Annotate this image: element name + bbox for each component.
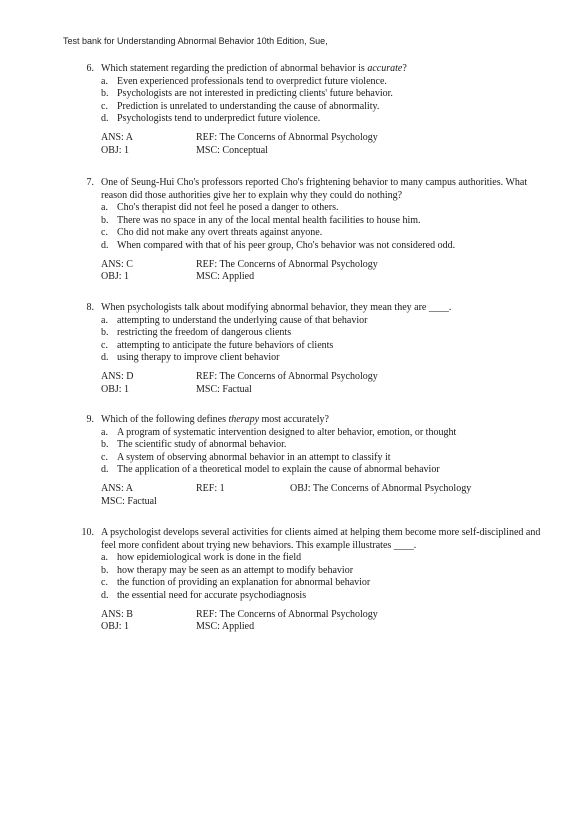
ans-value: ANS: D xyxy=(101,370,134,382)
option-letter: c. xyxy=(101,339,108,351)
answer-row-1 xyxy=(101,371,550,384)
question-stem xyxy=(80,414,550,427)
option-text: Cho's therapist did not feel he posed a danger to others. xyxy=(117,202,339,214)
msc-value: MSC: Conceptual xyxy=(196,144,268,156)
question-7 xyxy=(80,177,550,284)
answer-options xyxy=(80,552,550,602)
page-header-title: Test bank for Understanding Abnormal Behavior 10th Edition, Sue, xyxy=(63,36,328,46)
question-number: 10. xyxy=(81,527,94,538)
question-9 xyxy=(80,414,550,508)
option-text: Psychologists are not interested in predicting clients' future behavior. xyxy=(117,88,393,100)
option-c xyxy=(80,227,550,240)
option-c xyxy=(80,452,550,465)
ans-value: ANS: B xyxy=(101,608,133,620)
option-text: attempting to understand the underlying cause of that behavior xyxy=(117,314,368,326)
msc-value: MSC: Factual xyxy=(101,495,157,507)
option-letter: a. xyxy=(101,552,108,564)
option-a xyxy=(80,202,550,215)
question-stem xyxy=(80,177,550,202)
option-text: A program of systematic intervention designed to alter behavior, emotion, or thought xyxy=(117,426,457,438)
answer-key xyxy=(80,483,550,508)
stem-emphasis: accurate xyxy=(367,63,403,74)
ans-value: ANS: A xyxy=(101,482,133,494)
stem-text-end: ? xyxy=(402,63,407,74)
option-text: Even experienced professionals tend to overpredict future violence. xyxy=(117,75,387,87)
option-letter: b. xyxy=(101,564,109,576)
answer-row-2 xyxy=(101,271,550,284)
option-d xyxy=(80,464,550,477)
option-letter: d. xyxy=(101,352,109,364)
stem-text-end: most accurately? xyxy=(259,414,329,425)
option-text: Psychologists tend to underpredict future violence. xyxy=(117,113,321,125)
answer-key xyxy=(80,259,550,284)
option-d xyxy=(80,113,550,126)
answer-options xyxy=(80,202,550,252)
option-letter: d. xyxy=(101,239,109,251)
answer-row-2 xyxy=(101,621,550,634)
msc-value: MSC: Applied xyxy=(196,621,255,633)
option-letter: c. xyxy=(101,451,108,463)
question-stem xyxy=(80,527,550,552)
option-letter: a. xyxy=(101,202,108,214)
answer-options xyxy=(80,427,550,477)
option-a xyxy=(80,427,550,440)
option-text: Prediction is unrelated to understanding the cause of abnormality. xyxy=(117,100,380,112)
answer-row-2 xyxy=(101,384,550,397)
question-number: 6. xyxy=(86,63,94,74)
option-b xyxy=(80,327,550,340)
stem-emphasis: therapy xyxy=(228,414,260,425)
option-letter: d. xyxy=(101,464,109,476)
answer-row-1 xyxy=(101,609,550,622)
ref-value: REF: The Concerns of Abnormal Psychology xyxy=(196,370,378,382)
option-a xyxy=(80,552,550,565)
option-c xyxy=(80,101,550,114)
question-stem xyxy=(80,63,550,76)
option-letter: b. xyxy=(101,439,109,451)
option-d xyxy=(80,240,550,253)
option-text: The scientific study of abnormal behavior. xyxy=(117,439,287,451)
question-8 xyxy=(80,302,550,396)
obj-value: OBJ: 1 xyxy=(101,621,130,633)
ref-value: REF: The Concerns of Abnormal Psychology xyxy=(196,131,378,143)
option-letter: b. xyxy=(101,214,109,226)
answer-options xyxy=(80,76,550,126)
option-d xyxy=(80,590,550,603)
option-c xyxy=(80,340,550,353)
option-text: When compared with that of his peer group, Cho's behavior was not considered odd. xyxy=(117,239,456,251)
answer-key xyxy=(80,371,550,396)
answer-key xyxy=(80,609,550,634)
question-number: 8. xyxy=(86,302,94,313)
ref-value: REF: 1 xyxy=(196,482,225,494)
option-letter: b. xyxy=(101,88,109,100)
stem-text: A psychologist develops several activities for clients aimed at helping them become more self-disciplined and feel more confident about trying new behaviors. This example illustrates ____. xyxy=(101,527,541,551)
option-text: the function of providing an explanation for abnormal behavior xyxy=(117,577,371,589)
option-text: using therapy to improve client behavior xyxy=(117,352,280,364)
option-letter: c. xyxy=(101,577,108,589)
option-text: Cho did not make any overt threats against anyone. xyxy=(117,227,323,239)
question-10 xyxy=(80,527,550,634)
obj-value: OBJ: 1 xyxy=(101,271,130,283)
option-letter: a. xyxy=(101,426,108,438)
stem-text: When psychologists talk about modifying abnormal behavior, they mean they are ____. xyxy=(101,302,452,313)
option-letter: d. xyxy=(101,113,109,125)
stem-text: Which statement regarding the prediction of abnormal behavior is xyxy=(101,63,368,74)
question-number: 9. xyxy=(86,414,94,425)
answer-row-2 xyxy=(101,145,550,158)
obj-value: OBJ: 1 xyxy=(101,144,130,156)
question-number: 7. xyxy=(86,177,94,188)
option-letter: b. xyxy=(101,327,109,339)
msc-value: MSC: Factual xyxy=(196,383,252,395)
option-text: There was no space in any of the local mental health facilities to house him. xyxy=(117,214,421,226)
option-text: The application of a theoretical model to explain the cause of abnormal behavior xyxy=(117,464,440,476)
option-a xyxy=(80,315,550,328)
ans-value: ANS: C xyxy=(101,258,133,270)
option-c xyxy=(80,577,550,590)
question-stem xyxy=(80,302,550,315)
option-text: how epidemiological work is done in the field xyxy=(117,552,302,564)
answer-row-1 xyxy=(101,132,550,145)
option-text: attempting to anticipate the future behaviors of clients xyxy=(117,339,334,351)
option-b xyxy=(80,88,550,101)
option-a xyxy=(80,76,550,89)
option-text: the essential need for accurate psychodiagnosis xyxy=(117,589,307,601)
obj-value: OBJ: 1 xyxy=(101,383,130,395)
msc-value: MSC: Applied xyxy=(196,271,255,283)
answer-row-1 xyxy=(101,259,550,272)
obj-value: OBJ: The Concerns of Abnormal Psychology xyxy=(290,482,472,494)
ref-value: REF: The Concerns of Abnormal Psychology xyxy=(196,258,378,270)
stem-text: Which of the following defines xyxy=(101,414,229,425)
option-letter: d. xyxy=(101,589,109,601)
answer-options xyxy=(80,315,550,365)
answer-key xyxy=(80,132,550,157)
answer-row-2 xyxy=(101,496,550,509)
ref-value: REF: The Concerns of Abnormal Psychology xyxy=(196,608,378,620)
option-letter: a. xyxy=(101,314,108,326)
option-letter: a. xyxy=(101,75,108,87)
option-b xyxy=(80,439,550,452)
option-text: how therapy may be seen as an attempt to modify behavior xyxy=(117,564,354,576)
option-b xyxy=(80,565,550,578)
option-text: restricting the freedom of dangerous clients xyxy=(117,327,292,339)
ans-value: ANS: A xyxy=(101,131,133,143)
option-letter: c. xyxy=(101,100,108,112)
question-6 xyxy=(80,63,550,157)
answer-row-1 xyxy=(101,483,550,496)
option-b xyxy=(80,215,550,228)
stem-text: One of Seung-Hui Cho's professors reported Cho's frightening behavior to many campus authorities. What reason did those authorities give her to explain why they could do nothing? xyxy=(101,177,528,201)
option-d xyxy=(80,352,550,365)
option-letter: c. xyxy=(101,227,108,239)
option-text: A system of observing abnormal behavior in an attempt to classify it xyxy=(117,451,391,463)
